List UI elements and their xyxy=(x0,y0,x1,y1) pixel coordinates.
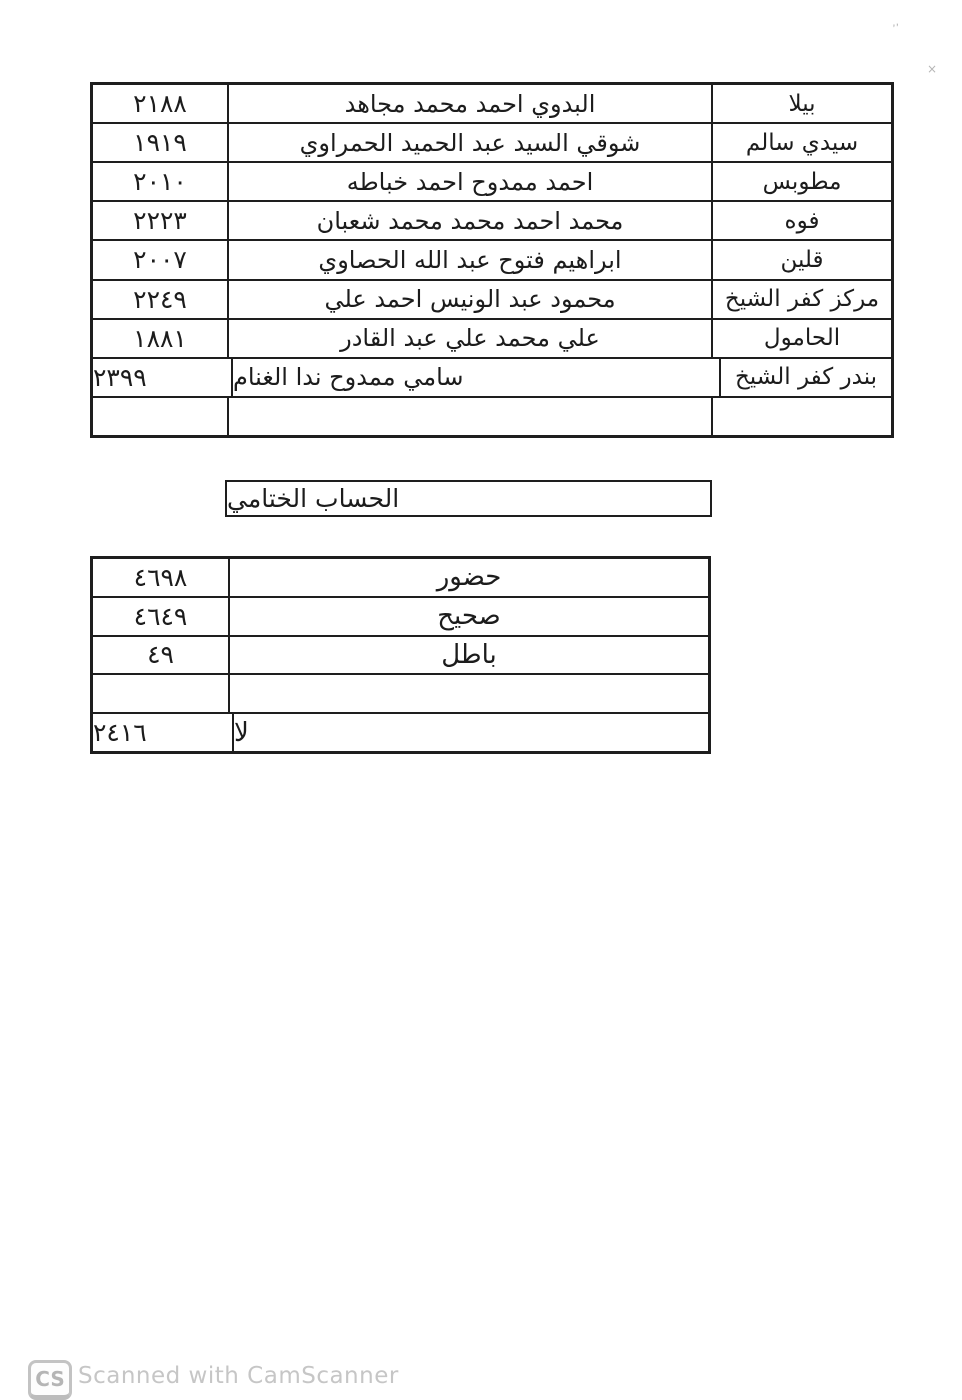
district-cell: قلين xyxy=(711,241,891,278)
district-cell: بندر كفر الشيخ xyxy=(719,359,891,396)
summary-value-cell xyxy=(93,675,228,712)
candidate-cell: ابراهيم فتوح عبد الله الحصاوي xyxy=(227,241,711,278)
camscanner-logo-icon: CS xyxy=(28,1360,72,1400)
votes-cell: ٢٠١٠ xyxy=(133,167,187,197)
table-row xyxy=(93,357,891,396)
summary-label-cell: لا xyxy=(232,714,708,751)
votes-cell: ٢١٨٨ xyxy=(133,89,187,119)
candidate-cell: شوقي السيد عبد الحميد الحمراوي xyxy=(227,124,711,161)
summary-value-cell: ٢٤١٦ xyxy=(93,718,147,748)
votes-cell: ١٩١٩ xyxy=(133,128,187,158)
table-row xyxy=(93,161,891,200)
votes-cell xyxy=(93,398,227,435)
district-cell: سيدي سالم xyxy=(711,124,891,161)
votes-cell: ١٨٨١ xyxy=(133,323,187,353)
table-row xyxy=(93,318,891,357)
table-row-empty xyxy=(93,673,708,712)
district-cell xyxy=(711,398,891,435)
candidate-cell: محمود عبد الونيس احمد علي xyxy=(227,281,711,318)
votes-cell: ٢٠٠٧ xyxy=(133,245,187,275)
district-cell: الحامول xyxy=(711,320,891,357)
table-row xyxy=(93,559,708,596)
votes-cell: ٢٣٩٩ xyxy=(93,362,147,392)
summary-label-cell xyxy=(228,675,708,712)
table-row xyxy=(93,200,891,239)
table-row xyxy=(93,596,708,635)
table-row-empty xyxy=(93,396,891,435)
table-row xyxy=(93,279,891,318)
summary-label-cell: باطل xyxy=(228,637,708,674)
table-row xyxy=(93,712,708,751)
final-account-title: الحساب الختامي xyxy=(227,484,400,513)
results-table xyxy=(90,82,894,438)
candidate-cell: سامي ممدوح ندا الغنام xyxy=(231,359,719,396)
table-row xyxy=(93,85,891,122)
final-account-title-box xyxy=(225,480,712,517)
candidate-cell xyxy=(227,398,711,435)
table-row xyxy=(93,239,891,278)
summary-value-cell: ٤٩ xyxy=(147,640,174,670)
district-cell: بيلا xyxy=(711,85,891,122)
table-row xyxy=(93,122,891,161)
district-cell: مركز كفر الشيخ xyxy=(711,281,891,318)
table-row xyxy=(93,635,708,674)
summary-table xyxy=(90,556,711,754)
district-cell: مطوبس xyxy=(711,163,891,200)
district-cell: فوه xyxy=(711,202,891,239)
votes-cell: ٢٢٢٣ xyxy=(133,206,187,236)
summary-label-cell: حضور xyxy=(228,559,708,596)
scan-artifact: × xyxy=(927,62,938,76)
candidate-cell: محمد احمد محمد محمد شعبان xyxy=(227,202,711,239)
summary-value-cell: ٤٦٤٩ xyxy=(133,601,188,631)
votes-cell: ٢٢٤٩ xyxy=(133,284,187,314)
camscanner-watermark-text: Scanned with CamScanner xyxy=(78,1363,399,1389)
summary-value-cell: ٤٦٩٨ xyxy=(133,562,188,592)
summary-label-cell: صحيح xyxy=(228,598,708,635)
scan-artifact: ٬٬ xyxy=(891,21,902,36)
candidate-cell: علي محمد علي عبد القادر xyxy=(227,320,711,357)
candidate-cell: البدوي احمد محمد مجاهد xyxy=(227,85,711,122)
candidate-cell: احمد ممدوح احمد خباطه xyxy=(227,163,711,200)
